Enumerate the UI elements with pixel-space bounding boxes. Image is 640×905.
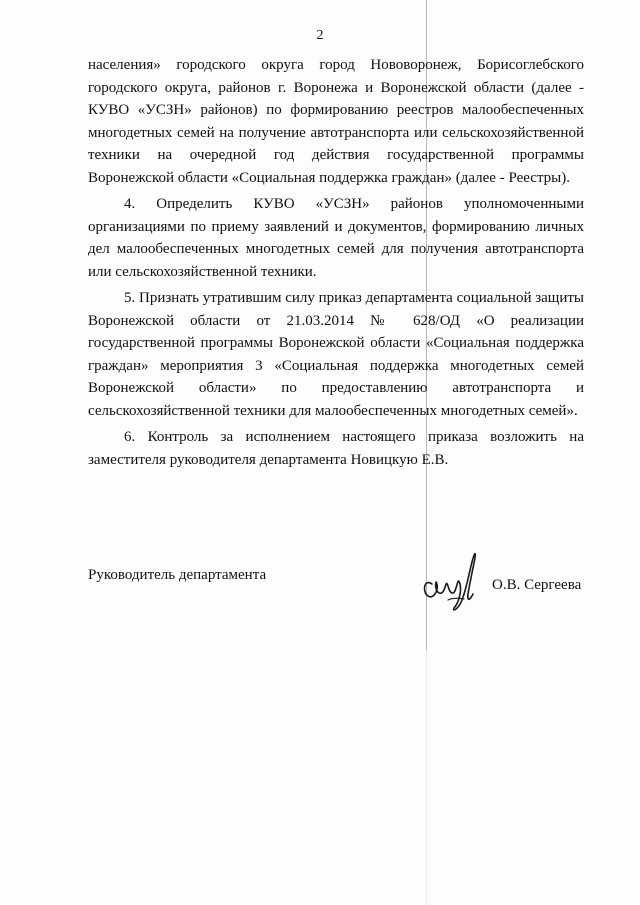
paragraph-item-5: 5. Признать утратившим силу приказ департамента социальной защиты Воронежской области от 21.03.2014 № 628/ОД «О реализации государственной программы Воронежской области «Социальная поддержка граждан» мероприятия 3 «Социальная поддержка многодетных семей Воронежской области» по предоставлению автотранспорта и сельскохозяйственной техники для малообеспеченных многодетных семей». [88,290,585,419]
scan-fold-line-faint [426,650,427,905]
signer-title: Руководитель департамента [88,567,267,583]
signer-name: О.В. Сергеева [492,577,582,593]
paragraph-continuation: населения» городского округа город Нововоронеж, Борисоглебского городского округа, районов г. Воронежа и Воронежской области (далее - КУВО «УСЗН» районов) по формированию реестров малообеспеченных многодетных семей на получение автотранспорта или сельскохозяйственной техники на очередной год действия государственной программы Воронежской области «Социальная поддержка граждан» (далее - Реестры). [88,57,584,186]
document-body [88,54,584,471]
page-number: 2 [316,28,324,43]
paragraph-item-6: 6. Контроль за исполнением настоящего приказа возложить на заместителя руководителя департамента Новицкую Е.В. [88,429,584,468]
handwritten-signature [418,538,492,634]
paragraph-item-4: 4. Определить КУВО «УСЗН» районов уполномоченными организациями по приему заявлений и документов, формированию личных дел малообеспеченных многодетных семей для получения автотранспорта или сельскохозяйственной техники. [88,196,584,280]
